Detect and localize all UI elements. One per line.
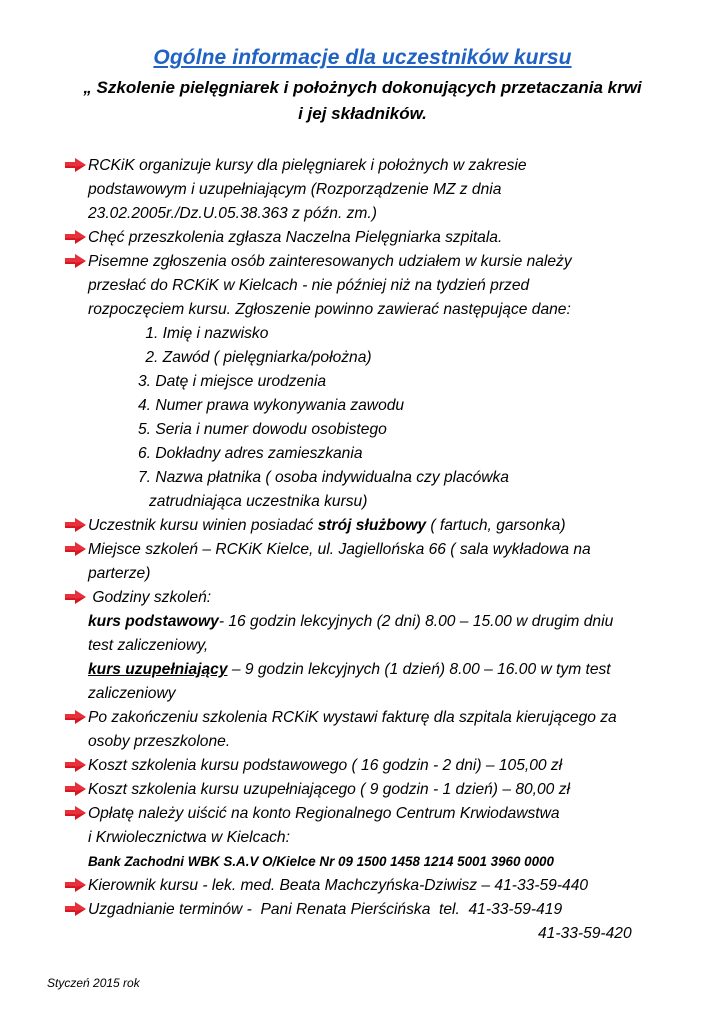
text-run: Uczestnik kursu winien posiadać bbox=[88, 517, 318, 534]
red-arrow-icon bbox=[65, 758, 87, 772]
basic-course-label: kurs podstawowy bbox=[88, 613, 219, 630]
red-arrow-icon bbox=[65, 806, 87, 820]
text-line: Opłatę należy uiścić na konto Regionalnego Centrum Krwiodawstwa bbox=[88, 805, 560, 822]
list-item: 3. Datę i miejsce urodzenia bbox=[138, 373, 327, 390]
text-run: - 16 godzin lekcyjnych (2 dni) 8.00 – 15.00 w drugim dniu bbox=[218, 613, 614, 630]
bullet-scheduling bbox=[66, 898, 682, 946]
bullet-extended-cost bbox=[66, 778, 682, 802]
text-run: ( fartuch, garsonka) bbox=[426, 517, 566, 534]
text-line: podstawowym i uzupełniającym (Rozporządzenie MZ z dnia bbox=[88, 181, 502, 198]
bullet-course-manager bbox=[66, 874, 682, 898]
list-item: 6. Dokładny adres zamieszkania bbox=[138, 445, 363, 462]
bullet-location bbox=[66, 538, 682, 586]
red-arrow-icon bbox=[65, 590, 87, 604]
page-title: Ogólne informacje dla uczestników kursu bbox=[153, 46, 572, 69]
subtitle-line-2: i jej składników. bbox=[298, 104, 427, 123]
text-line: i Krwiolecznictwa w Kielcach: bbox=[88, 829, 290, 846]
text-line: test zaliczeniowy, bbox=[88, 637, 209, 654]
red-arrow-icon bbox=[65, 902, 87, 916]
red-arrow-icon bbox=[65, 542, 87, 556]
phone-number: 41-33-59-420 bbox=[538, 925, 632, 942]
text-line: rozpoczęciem kursu. Zgłoszenie powinno zawierać następujące dane: bbox=[88, 301, 571, 318]
text-line: zaliczeniowy bbox=[88, 685, 176, 702]
list-item: 5. Seria i numer dowodu osobistego bbox=[138, 421, 387, 438]
text-line bbox=[88, 610, 682, 634]
list-item: 7. Nazwa płatnika ( osoba indywidualna czy placówka bbox=[138, 469, 509, 486]
text-line: Uzgadnianie terminów - Pani Renata Pierścińska tel. 41-33-59-419 bbox=[88, 901, 563, 918]
list-item-continuation: zatrudniająca uczestnika kursu) bbox=[149, 493, 368, 510]
subtitle-line-1: „ Szkolenie pielęgniarek i położnych dokonujących przetaczania krwi bbox=[83, 78, 642, 97]
red-arrow-icon bbox=[65, 254, 87, 268]
bullet-dress-code bbox=[66, 514, 682, 538]
bullet-application bbox=[66, 250, 682, 514]
red-arrow-icon bbox=[65, 782, 87, 796]
bullet-hours bbox=[66, 586, 682, 706]
text-line: przesłać do RCKiK w Kielcach - nie później niż na tydzień przed bbox=[88, 277, 530, 294]
text-line: RCKiK organizuje kursy dla pielęgniarek i położnych w zakresie bbox=[88, 157, 527, 174]
red-arrow-icon bbox=[65, 878, 87, 892]
text-run: – 9 godzin lekcyjnych (1 dzień) 8.00 – 16.00 w tym test bbox=[227, 661, 611, 678]
footer-date: Styczeń 2015 rok bbox=[47, 976, 140, 990]
bold-text: strój służbowy bbox=[317, 517, 426, 534]
bullet-nurse-request bbox=[66, 226, 682, 250]
red-arrow-icon bbox=[65, 230, 87, 244]
bullet-invoice bbox=[66, 706, 682, 754]
bullet-payment bbox=[66, 802, 682, 874]
text-line: Miejsce szkoleń – RCKiK Kielce, ul. Jagiellońska 66 ( sala wykładowa na bbox=[88, 541, 591, 558]
red-arrow-icon bbox=[65, 518, 87, 532]
bullet-basic-cost bbox=[66, 754, 682, 778]
bank-account: Bank Zachodni WBK S.A.V O/Kielce Nr 09 1500 1458 1214 5001 3960 0000 bbox=[88, 854, 554, 869]
text-line: Koszt szkolenia kursu podstawowego ( 16 godzin - 2 dni) – 105,00 zł bbox=[88, 757, 563, 774]
text-line: Godziny szkoleń: bbox=[88, 589, 212, 606]
text-line: Chęć przeszkolenia zgłasza Naczelna Pielęgniarka szpitala. bbox=[88, 229, 503, 246]
extended-course-label: kurs uzupełniający bbox=[88, 661, 228, 678]
list-item: 1. Imię i nazwisko bbox=[141, 325, 269, 342]
red-arrow-icon bbox=[65, 158, 87, 172]
text-line: 23.02.2005r./Dz.U.05.38.363 z późn. zm.) bbox=[88, 205, 377, 222]
list-item: 4. Numer prawa wykonywania zawodu bbox=[138, 397, 405, 414]
info-list bbox=[66, 154, 682, 946]
text-line: parterze) bbox=[88, 565, 151, 582]
text-line: Pisemne zgłoszenia osób zainteresowanych udziałem w kursie należy bbox=[88, 253, 572, 270]
text-line: Po zakończeniu szkolenia RCKiK wystawi fakturę dla szpitala kierującego za bbox=[88, 709, 617, 726]
text-line: osoby przeszkolone. bbox=[88, 733, 231, 750]
text-line: Koszt szkolenia kursu uzupełniającego ( 9 godzin - 1 dzień) – 80,00 zł bbox=[88, 781, 570, 798]
list-item: 2. Zawód ( pielęgniarka/położna) bbox=[141, 349, 372, 366]
text-line bbox=[88, 514, 682, 538]
red-arrow-icon bbox=[65, 710, 87, 724]
text-line: Kierownik kursu - lek. med. Beata Machczyńska-Dziwisz – 41-33-59-440 bbox=[88, 877, 589, 894]
text-line bbox=[88, 658, 682, 682]
bullet-organizer bbox=[66, 154, 682, 226]
